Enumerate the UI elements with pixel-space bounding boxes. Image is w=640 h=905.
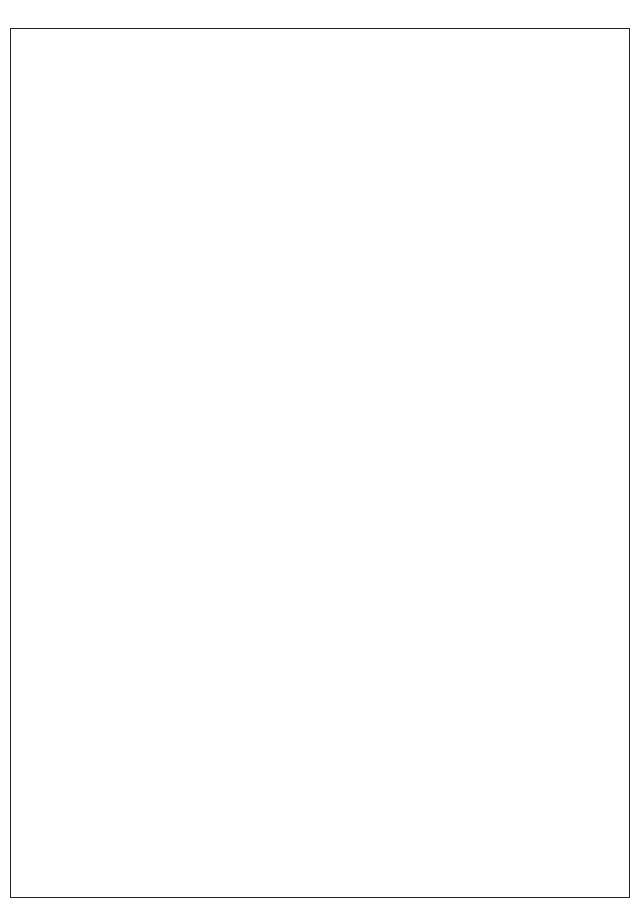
table-region — [10, 28, 630, 898]
table-outline — [10, 28, 630, 898]
